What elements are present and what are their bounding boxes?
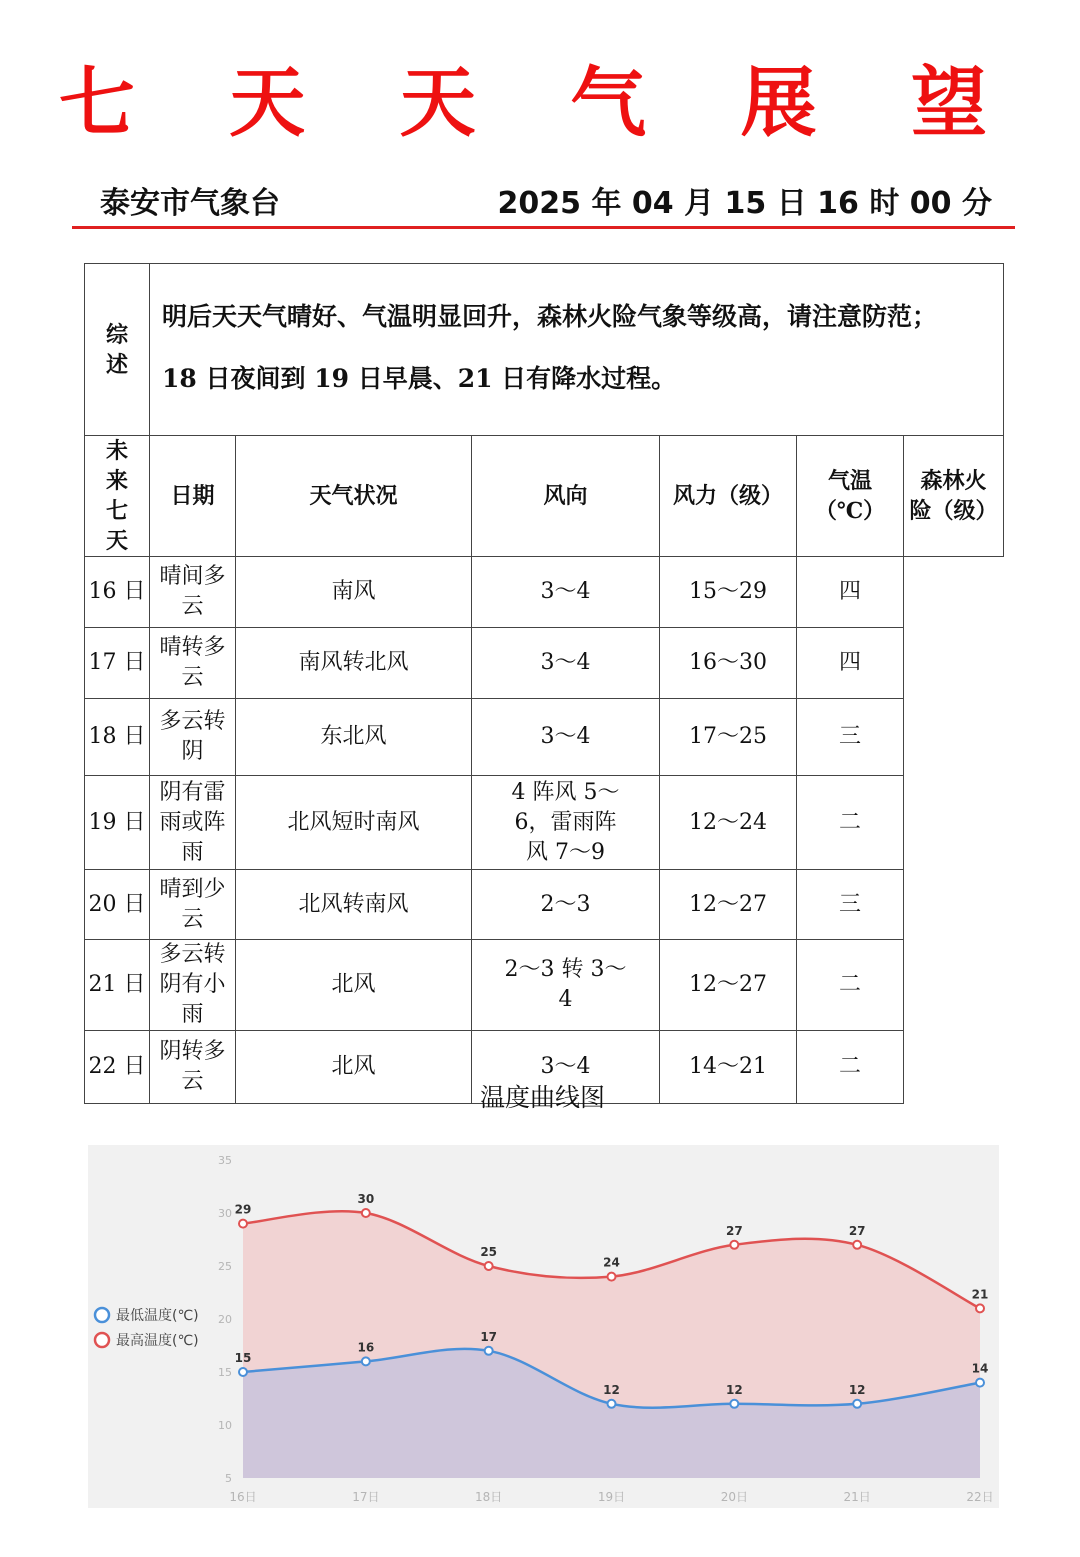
data-label: 29 [234,1202,252,1217]
summary-label: 综 述 [85,264,150,436]
data-point [730,1400,738,1408]
cell-fire-risk: 二 [797,1031,904,1104]
y-tick-label: 20 [218,1313,232,1326]
data-point [485,1262,493,1270]
cell-date: 22 日 [85,1031,150,1104]
legend-marker [95,1308,109,1322]
data-point [239,1368,247,1376]
data-point [362,1357,370,1365]
cell-temperature: 17～25 [660,699,797,776]
cell-temperature: 14～21 [660,1031,797,1104]
cell-weather: 晴到少云 [150,870,236,940]
data-point [730,1241,738,1249]
y-tick-label: 10 [218,1419,232,1432]
x-tick-label: 19日 [597,1490,626,1504]
cell-date: 19 日 [85,776,150,870]
data-label: 30 [357,1192,375,1206]
header-temperature: 气温 （℃） [797,436,904,557]
table-row [85,699,1004,776]
cell-wind-force: 4 阵风 5～ 6，雷雨阵 风 7～9 [472,776,660,870]
cell-wind-force: 3～4 [472,628,660,699]
cell-wind-direction: 北风转南风 [236,870,472,940]
summary-text: 明后天天气晴好、气温明显回升，森林火险气象等级高，请注意防范； 18 日夜间到 19 日早晨、21 日有降水过程。 [150,264,1004,436]
cell-weather: 阴转多云 [150,1031,236,1104]
header-wind-force: 风力（级） [660,436,797,557]
header-fire-risk: 森林火 险（级） [904,436,1004,557]
cell-weather: 多云转阴 [150,699,236,776]
table-row [85,940,1004,1031]
cell-date: 18 日 [85,699,150,776]
data-point [485,1347,493,1355]
cell-fire-risk: 三 [797,870,904,940]
cell-date: 17 日 [85,628,150,699]
table-row [85,628,1004,699]
x-tick-label: 16日 [229,1490,257,1504]
data-point [976,1304,984,1312]
summary-row [85,264,1004,436]
cell-wind-direction: 南风 [236,557,472,628]
cell-wind-direction: 北风短时南风 [236,776,472,870]
cell-fire-risk: 四 [797,628,904,699]
cell-fire-risk: 四 [797,557,904,628]
y-tick-label: 30 [218,1207,232,1220]
legend-label: 最高温度(℃) [116,1333,199,1349]
cell-weather: 多云转阴有小雨 [150,940,236,1031]
data-label: 12 [848,1382,866,1397]
data-label: 12 [603,1382,620,1397]
cell-wind-direction: 南风转北风 [236,628,472,699]
data-label: 24 [603,1255,620,1270]
cell-wind-force: 2～3 转 3～ 4 [472,940,660,1031]
data-label: 17 [480,1329,498,1344]
cell-wind-force: 3～4 [472,1031,660,1104]
forecast-table [84,263,1004,1104]
header-weather: 天气状况 [236,436,472,557]
cell-date: 16 日 [85,557,150,628]
data-label: 27 [848,1223,866,1238]
temperature-chart [88,1145,999,1508]
cell-wind-force: 2～3 [472,870,660,940]
cell-temperature: 12～27 [660,870,797,940]
data-point [239,1220,247,1228]
issuer-name: 泰安市气象台 [100,186,280,221]
y-tick-label: 35 [218,1154,232,1167]
data-point [853,1241,861,1249]
forecast-rows [85,557,1004,1104]
y-tick-label: 25 [218,1260,232,1273]
data-point [853,1400,861,1408]
data-point [608,1400,616,1408]
x-tick-label: 18日 [475,1490,503,1504]
issue-time: 2025 年 04 月 15 日 16 时 00 分 [497,186,992,221]
y-tick-label: 5 [225,1472,232,1485]
header-date: 日期 [150,436,236,557]
data-point [976,1379,984,1387]
table-row [85,870,1004,940]
cell-date: 20 日 [85,870,150,940]
cell-fire-risk: 三 [797,699,904,776]
x-tick-label: 20日 [720,1490,748,1504]
header-divider [72,226,1015,229]
chart-caption: 温度曲线图 [479,1083,605,1112]
x-tick-label: 17日 [352,1490,380,1504]
cell-weather: 晴转多云 [150,628,236,699]
cell-wind-direction: 北风 [236,1031,472,1104]
data-label: 15 [234,1351,252,1365]
cell-wind-force: 3～4 [472,699,660,776]
legend-marker [95,1333,109,1347]
data-label: 21 [971,1287,989,1302]
data-point [608,1273,616,1281]
header-wind-direction: 风向 [472,436,660,557]
temperature-chart-svg [88,1145,999,1508]
y-tick-label: 15 [218,1366,232,1379]
table-row [85,776,1004,870]
x-tick-label: 21日 [843,1490,871,1504]
data-label: 14 [971,1361,989,1376]
cell-temperature: 12～27 [660,940,797,1031]
legend-label: 最低温度(℃) [116,1308,199,1324]
data-label: 25 [480,1245,498,1259]
cell-temperature: 15～29 [660,557,797,628]
data-point [362,1209,370,1217]
table-header-row [85,436,1004,557]
cell-date: 21 日 [85,940,150,1031]
cell-wind-direction: 东北风 [236,699,472,776]
cell-wind-direction: 北风 [236,940,472,1031]
x-tick-label: 22日 [966,1490,994,1504]
cell-temperature: 12～24 [660,776,797,870]
data-label: 16 [357,1340,375,1355]
page-title: 七 天 天 气 展 望 [58,58,1022,147]
cell-weather: 阴有雷雨或阵雨 [150,776,236,870]
cell-temperature: 16～30 [660,628,797,699]
data-label: 27 [725,1223,743,1238]
cell-weather: 晴间多云 [150,557,236,628]
data-label: 12 [725,1382,743,1397]
cell-wind-force: 3～4 [472,557,660,628]
cell-fire-risk: 二 [797,940,904,1031]
cell-fire-risk: 二 [797,776,904,870]
table-row [85,557,1004,628]
forecast-label: 未 来 七 天 [85,436,150,557]
